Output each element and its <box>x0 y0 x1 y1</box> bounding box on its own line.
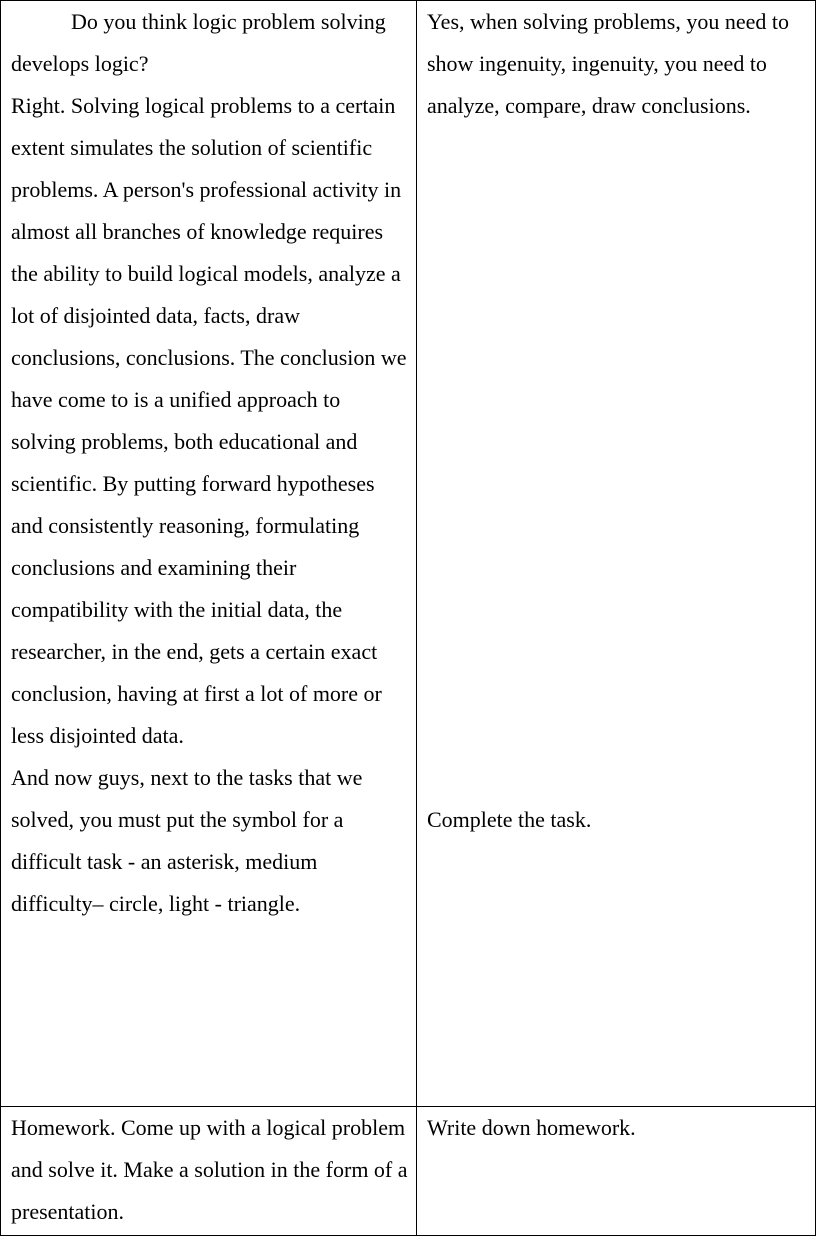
student-activity-cell <box>417 1 816 1107</box>
homework-cell <box>1 1107 417 1236</box>
cell-spacer <box>427 127 809 799</box>
task-paragraph: Complete the task. <box>427 807 592 832</box>
question-text: Do you think logic problem solving develops logic? <box>11 9 386 76</box>
answer-paragraph: Right. Solving logical problems to a certain extent simulates the solution of scientific problems. A person's professional activity in almost all branches of knowledge requires the ability to build logical models, analyze a lot of disjointed data, facts, draw conclusions, conclusions. The conclusion we have come to is a unified approach to solving problems, both educational and scientific. By putting forward hypotheses and consistently reasoning, formulating conclusions and examining their compatibility with the initial data, the researcher, in the end, gets a certain exact conclusion, having at first a lot of more or less disjointed data. <box>11 93 407 748</box>
instruction-paragraph: And now guys, next to the tasks that we solved, you must put the symbol for a difficult task - an asterisk, medium difficulty– circle, light - triangle. <box>11 765 363 916</box>
question-paragraph <box>11 1 410 85</box>
homework-response-text: Write down homework. <box>427 1115 636 1140</box>
table-row <box>1 1107 816 1236</box>
teacher-activity-cell <box>1 1 417 1107</box>
response-paragraph: Yes, when solving problems, you need to show ingenuity, ingenuity, you need to analyze, compare, draw conclusions. <box>427 9 789 118</box>
homework-text: Homework. Come up with a logical problem and solve it. Make a solution in the form of a presentation. <box>11 1115 408 1224</box>
homework-response-cell <box>417 1107 816 1236</box>
table-row <box>1 1 816 1107</box>
